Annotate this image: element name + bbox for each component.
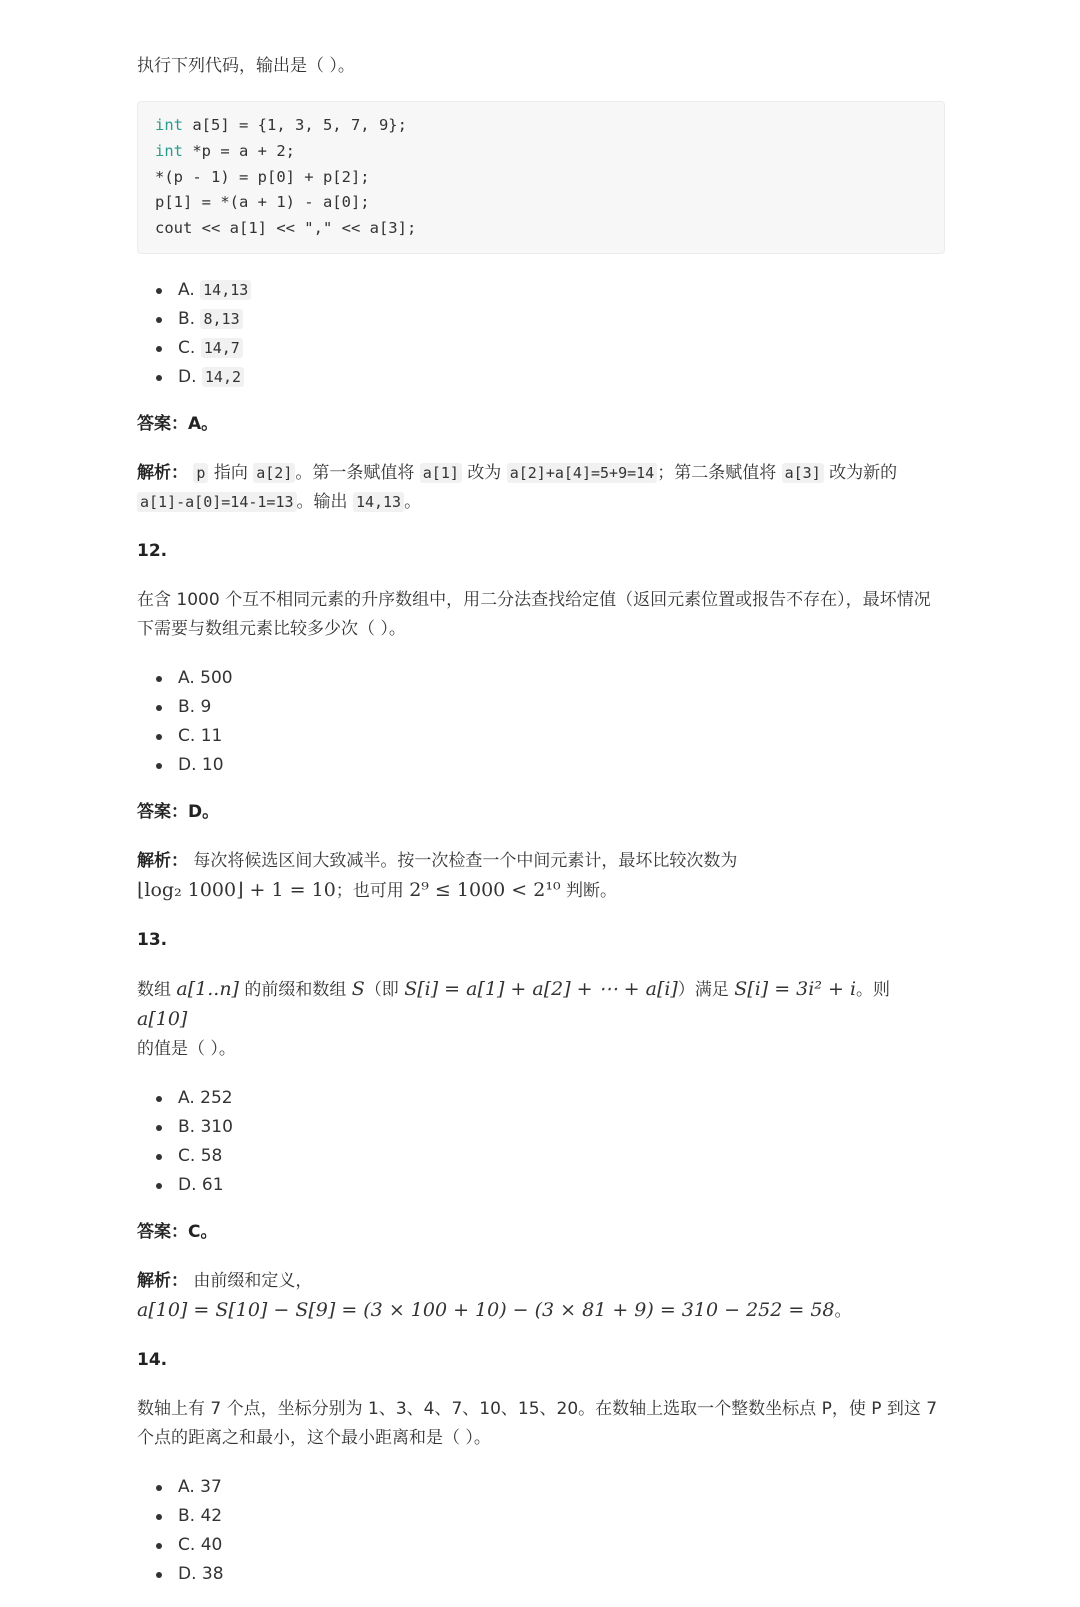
q13-prompt: 数组 a[1..n] 的前缀和数组 S（即 S[i] = a[1] + a[2] + ⋯ + a[i]）满足 S[i] = 3i² + i。则 a[10] 的值是（ ）。 [137, 977, 891, 1059]
q12-number: 12. [137, 540, 168, 561]
q13-options [137, 1084, 945, 1200]
q13-option-d: D. 61 [137, 1171, 945, 1200]
q13-analysis: 解析： 由前缀和定义， a[10] = S[10] − S[9] = (3 × 100 + 10) − (3 × 81 + 9) = 310 − 252 = 58。 [137, 1270, 852, 1321]
q12-option-a: A. 500 [137, 664, 945, 693]
q11-analysis: 解析： p 指向 a[2] 。第一条赋值将 a[1] 改为 a[2]+a[4]=5+9=14 ；第二条赋值将 a[3] 改为新的 a[1]-a[0]=14-1=13 。输出 14,13 。 [137, 462, 898, 512]
code-line-4: p[1] = *(a + 1) - a[0]; [155, 193, 370, 212]
bullet-icon [156, 1572, 162, 1578]
q12-analysis: 解析： 每次将候选区间大致减半。按一次检查一个中间元素计，最坏比较次数为 ⌊log₂ 1000⌋ + 1 = 10；也可用 2⁹ ≤ 1000 < 2¹⁰ 判断。 [137, 850, 738, 901]
bullet-icon [156, 1096, 162, 1102]
code-line-5: cout << a[1] << "," << a[3]; [155, 219, 417, 238]
bullet-icon [156, 317, 162, 323]
q12-prompt: 在含 1000 个互不相同元素的升序数组中，用二分法查找给定值（返回元素位置或报告不存在），最坏情况下需要与数组元素比较多少次（ ）。 [137, 589, 931, 639]
q13-option-c: C. 58 [137, 1142, 945, 1171]
bullet-icon [156, 763, 162, 769]
q11-prompt: 执行下列代码，输出是（ ）。 [137, 56, 355, 76]
q14-option-b: B. 42 [137, 1502, 945, 1531]
q13-number: 13. [137, 929, 168, 950]
q14-option-c: C. 40 [137, 1531, 945, 1560]
bullet-icon [156, 288, 162, 294]
bullet-icon [156, 1514, 162, 1520]
bullet-icon [156, 734, 162, 740]
question-page [137, 52, 945, 1607]
q12-option-b: B. 9 [137, 693, 945, 722]
bullet-icon [156, 375, 162, 381]
code-line-2: int *p = a + 2; [155, 141, 295, 160]
q11-answer: 答案：A。 [137, 413, 219, 434]
q12-option-c: C. 11 [137, 722, 945, 751]
q14-options [137, 1473, 945, 1589]
q12-answer: 答案：D。 [137, 801, 220, 822]
q12-option-d: D. 10 [137, 751, 945, 780]
q12-options [137, 664, 945, 780]
q14-option-a: A. 37 [137, 1473, 945, 1502]
code-line-3: *(p - 1) = p[0] + p[2]; [155, 167, 370, 186]
q14-number: 14. [137, 1349, 168, 1370]
q11-options [137, 276, 945, 392]
q11-option-d: D. 14,2 [137, 363, 945, 392]
q13-answer: 答案：C。 [137, 1221, 218, 1242]
bullet-icon [156, 1485, 162, 1491]
q11-option-c: C. 14,7 [137, 334, 945, 363]
bullet-icon [156, 346, 162, 352]
code-line-1: int a[5] = {1, 3, 5, 7, 9}; [155, 116, 407, 134]
bullet-icon [156, 1543, 162, 1549]
q13-option-a: A. 252 [137, 1084, 945, 1113]
bullet-icon [156, 1183, 162, 1189]
q13-option-b: B. 310 [137, 1113, 945, 1142]
bullet-icon [156, 676, 162, 682]
q14-option-d: D. 38 [137, 1560, 945, 1589]
q11-option-a: A. 14,13 [137, 276, 945, 305]
q11-option-b: B. 8,13 [137, 305, 945, 334]
q11-code-block [137, 101, 945, 254]
bullet-icon [156, 705, 162, 711]
bullet-icon [156, 1125, 162, 1131]
bullet-icon [156, 1154, 162, 1160]
q14-prompt: 数轴上有 7 个点，坐标分别为 1、3、4、7、10、15、20。在数轴上选取一个整数坐标点 P，使 P 到这 7 个点的距离之和最小，这个最小距离和是（ ）。 [137, 1398, 938, 1448]
